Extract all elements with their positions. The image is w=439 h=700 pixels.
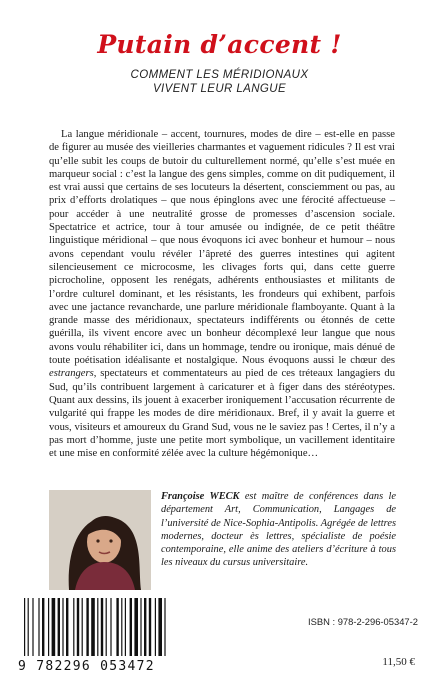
book-subtitle xyxy=(0,68,439,96)
blurb-part-2: , spectateurs et commentateurs au pied de ces tréteaux langagiers du Sud, qu’ils contribuent largement à caricaturer et à figer dans des stéréotypes. Quant aux dessins, ils jouent à exacerber ironiquement l’accusation récurrente de vulgarité qui frappe les modes de dire méridionaux. Bref, il y avait la guerre et vous, visiteurs et amoureux du Grand Sud, vous ne le saviez pas ! Certes, il n’y a pas mort d’homme, juste une petite mort symbolique, un vacillement identitaire et une mise en conformité zélée avec la culture hégémonique… xyxy=(49,368,395,460)
subtitle-line-2: VIVENT LEUR LANGUE xyxy=(152,83,287,95)
author-bio xyxy=(161,490,396,570)
isbn: ISBN : 978-2-296-05347-2 xyxy=(308,616,418,627)
subtitle-line-1: COMMENT LES MÉRIDIONAUX xyxy=(130,69,309,81)
book-title: Putain d’accent ! xyxy=(97,30,342,59)
author-name: Françoise WECK xyxy=(161,491,240,502)
blurb-emphasis: estrangers xyxy=(49,368,94,380)
price: 11,50 € xyxy=(382,656,415,668)
author-bio-text: est maître de conférences dans le département Art, Communication, Langages de l’université de Nice-Sophia-Antipolis. Agrégée de lettres modernes, docteur ès lettres, spécialiste de poésie contemporaine, elle anime des ateliers d’écriture à tous les niveaux du cursus universitaire. xyxy=(161,491,396,569)
barcode-bars xyxy=(18,598,196,658)
back-cover-blurb xyxy=(49,128,395,460)
barcode-digits: 9 782296 053472 xyxy=(18,659,155,674)
author-photo xyxy=(49,490,151,590)
blurb-part-1: La langue méridionale – accent, tournures, modes de dire – est-elle en passe de figurer au musée des vieilleries charmantes et vaguement ridicules ? Il est vrai qu’elle subit les coups de butoir du culturellement normé, qu’elle s’est muée en marqueur social : c’est la langue des gens simples, comme on dit pudiquement, il est vrai aussi que certains de ses locuteurs la désertent, consciemment ou pas, au prix d’efforts drolatiques – que nous épinglons avec une férocité affectueuse – pour accéder à une neutralité grosse de promesses d’ascension sociale. Spectatrice et actrice, tour à tour amusée ou indignée, de ce petit théâtre linguistique méridional – que nous évoquons ici avec bonheur et humour – nous avons cependant voulu révéler l’âpreté des guerres intestines qui agitent silencieusement ce microcosme, les clivages forts qui, dans cette guerre picrocholine, opposent les renégats, adhérents enthousiastes et militants de l’ordre culturel dominant, et les résistants, les frondeurs qui exhibent, parfois avec une jactance revancharde, une parlure méridionale flamboyante. Quant à la grande masse des méridionaux, spectateurs indifférents ou étonnés de cette guérilla, ils vivent encore avec un bonheur décomplexé leur langue que nous avons voulu réhabiliter ici, dans un hommage, tendre ou ironique, mais dénué de toute poétisation idéalisante et nostalgique. Nous évoquons aussi le chœur des xyxy=(49,129,395,367)
